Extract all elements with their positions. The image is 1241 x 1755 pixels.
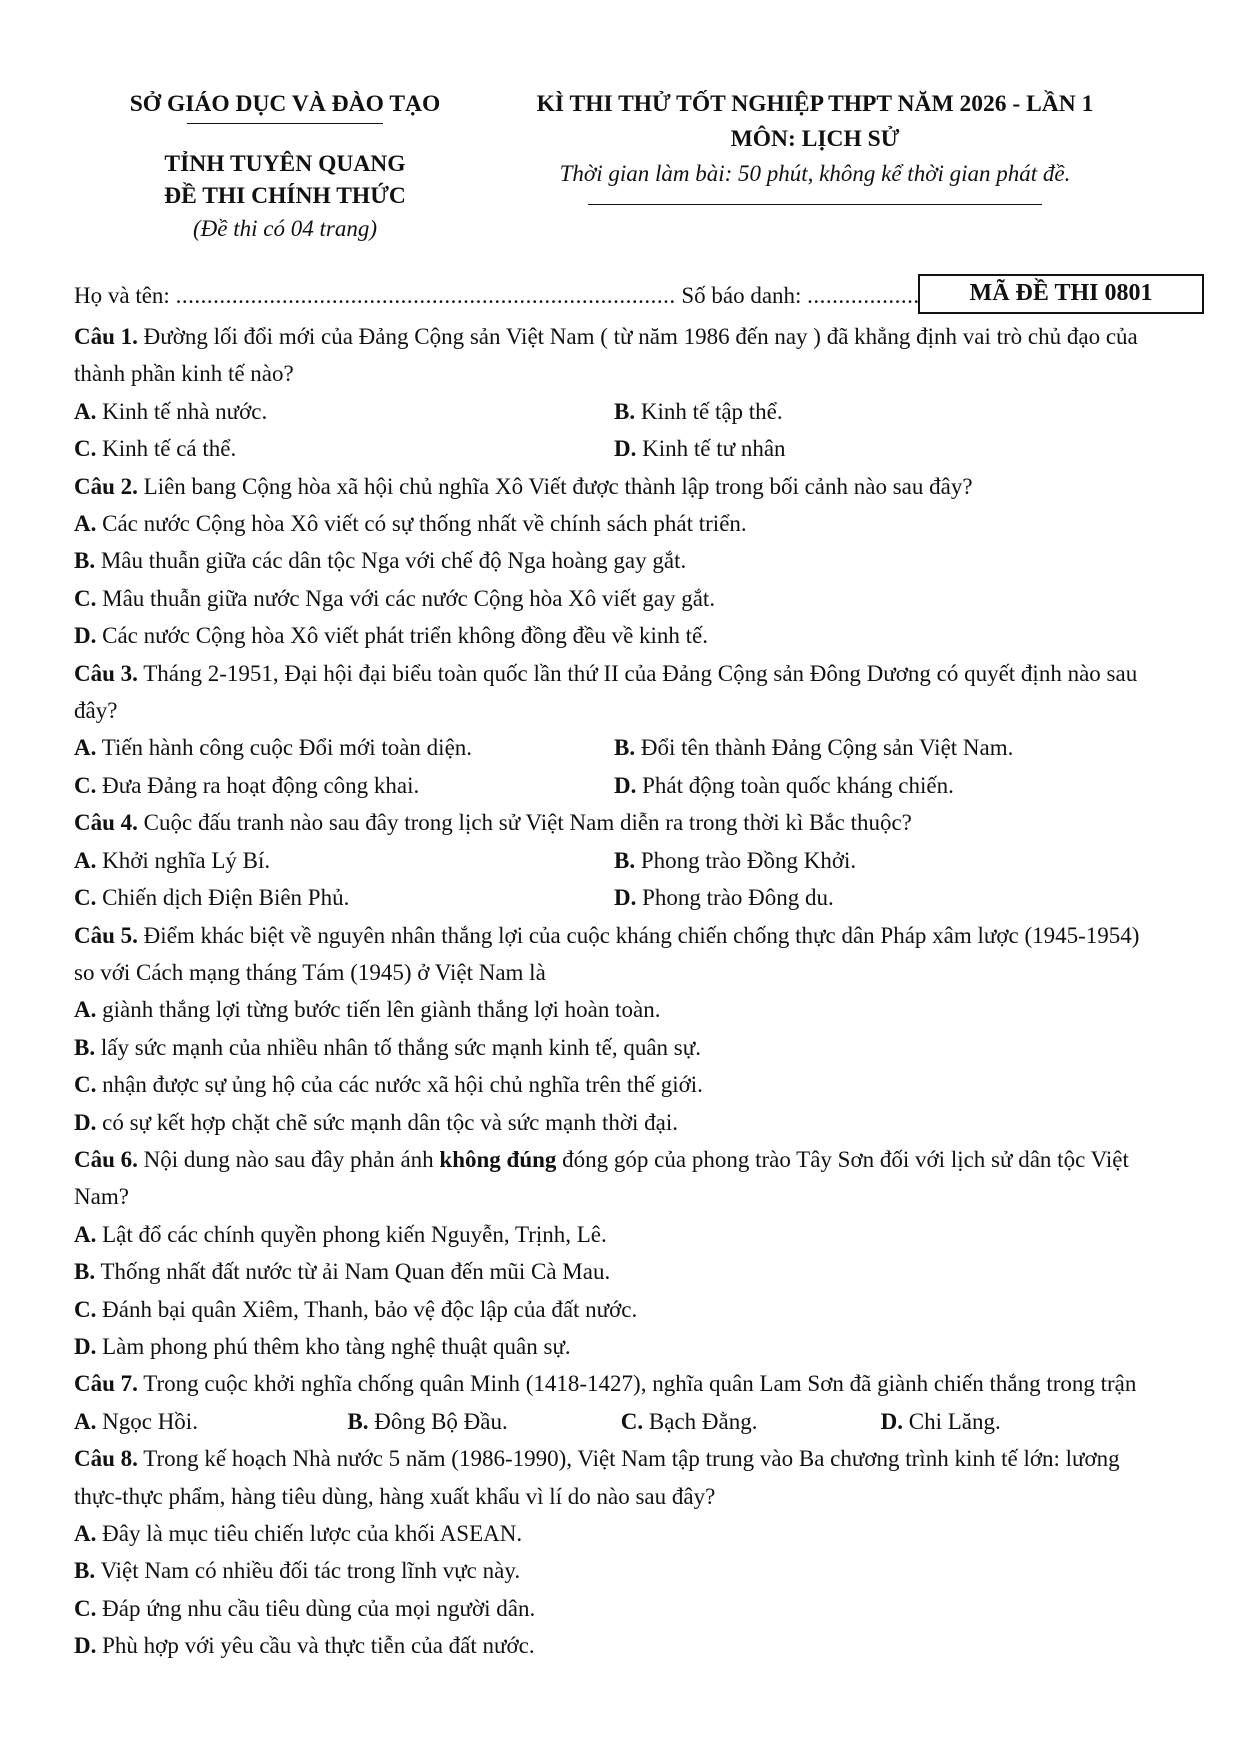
- id-field[interactable]: ..................: [807, 282, 920, 308]
- question-number: Câu 1.: [74, 324, 138, 349]
- option-letter: B.: [614, 398, 636, 424]
- option-a[interactable]: [74, 1216, 1154, 1253]
- option-text: Kinh tế nhà nước.: [102, 398, 268, 424]
- header-right: [505, 88, 1125, 205]
- option-text: Bạch Đằng.: [648, 1408, 758, 1434]
- option-letter: D.: [880, 1408, 903, 1434]
- header-left: [100, 88, 470, 244]
- option-c[interactable]: [74, 580, 1154, 617]
- question-stem: [74, 318, 1154, 393]
- question-text: Nội dung nào sau đây phản ánh: [143, 1146, 440, 1172]
- option-c[interactable]: [74, 879, 614, 916]
- option-letter: D.: [614, 436, 637, 462]
- question-text: Đường lối đổi mới của Đảng Cộng sản Việt Nam ( từ năm 1986 đến nay ) đã khẳng định vai trò chủ đạo của thành phần kinh tế nào?: [74, 324, 1138, 387]
- option-a[interactable]: [74, 729, 614, 766]
- option-b[interactable]: [74, 1029, 1154, 1066]
- option-text: Mâu thuẫn giữa nước Nga với các nước Cộng hòa Xô viết gay gắt.: [102, 585, 716, 611]
- option-letter: A.: [74, 398, 97, 424]
- option-d[interactable]: [74, 1627, 1154, 1664]
- option-text: lấy sức mạnh của nhiều nhân tố thắng sức mạnh kinh tế, quân sự.: [100, 1034, 701, 1060]
- option-letter: A.: [74, 997, 97, 1023]
- option-b[interactable]: [614, 393, 1154, 430]
- question-text: Liên bang Cộng hòa xã hội chủ nghĩa Xô Viết được thành lập trong bối cảnh nào sau đây?: [143, 473, 973, 499]
- option-text: Mâu thuẫn giữa các dân tộc Nga với chế độ Nga hoàng gay gắt.: [100, 548, 687, 574]
- option-text: Chiến dịch Điện Biên Phủ.: [102, 885, 350, 911]
- question-text: Trong kế hoạch Nhà nước 5 năm (1986-1990), Việt Nam tập trung vào Ba chương trình kinh tế lớn: lương thực-thực phẩm, hàng tiêu dùng, hàng xuất khẩu vì lí do nào sau đây?: [74, 1446, 1120, 1509]
- question-1: [74, 318, 1154, 468]
- header-left-divider: [187, 123, 383, 124]
- option-text: Lật đổ các chính quyền phong kiến Nguyễn, Trịnh, Lê.: [102, 1221, 607, 1247]
- question-stem: [74, 1365, 1154, 1402]
- option-text: giành thắng lợi từng bước tiến lên giành thắng lợi hoàn toàn.: [102, 997, 661, 1023]
- option-b[interactable]: [74, 1253, 1154, 1290]
- question-7: [74, 1365, 1154, 1440]
- question-number: Câu 2.: [74, 473, 138, 499]
- question-stem: [74, 1440, 1154, 1515]
- option-a[interactable]: [74, 991, 1154, 1028]
- option-letter: A.: [74, 1408, 97, 1434]
- question-4: [74, 804, 1154, 916]
- option-text: Kinh tế tư nhân: [642, 436, 786, 462]
- question-emphasis: không đúng: [439, 1146, 557, 1172]
- option-letter: C.: [620, 1408, 644, 1434]
- option-row: [74, 991, 1154, 1028]
- question-stem: [74, 655, 1154, 730]
- option-a[interactable]: [74, 393, 614, 430]
- question-stem: [74, 804, 1154, 841]
- question-text-continued: đóng góp của phong trào Tây Sơn đối với lịch sử dân tộc Việt Nam?: [74, 1146, 1129, 1210]
- option-letter: B.: [347, 1408, 369, 1434]
- question-text: Tháng 2-1951, Đại hội đại biểu toàn quốc lần thứ II của Đảng Cộng sản Đông Dương có quyết định nào sau đây?: [74, 660, 1138, 724]
- exam-code-box: MÃ ĐỀ THI 0801: [918, 274, 1204, 314]
- option-letter: D.: [74, 623, 97, 649]
- exam-type: ĐỀ THI CHÍNH THỨC: [164, 183, 406, 209]
- option-letter: A.: [74, 1221, 97, 1247]
- option-row: [74, 393, 1154, 430]
- option-d[interactable]: [881, 1403, 1154, 1440]
- option-text: Ngọc Hồi.: [102, 1408, 198, 1434]
- option-letter: D.: [74, 1633, 97, 1659]
- option-letter: C.: [74, 436, 97, 462]
- option-c[interactable]: [74, 1291, 1154, 1328]
- option-text: Kinh tế cá thể.: [102, 436, 237, 462]
- option-text: Đáp ứng nhu cầu tiêu dùng của mọi người dân.: [102, 1595, 536, 1621]
- option-text: Phong trào Đồng Khởi.: [640, 847, 857, 873]
- option-letter: C.: [74, 1072, 97, 1098]
- option-a[interactable]: [74, 1515, 1154, 1552]
- option-letter: A.: [74, 847, 97, 873]
- option-row: [74, 1104, 1154, 1141]
- option-letter: A.: [74, 511, 97, 537]
- question-number: Câu 4.: [74, 810, 138, 836]
- option-text: Tiến hành công cuộc Đổi mới toàn diện.: [101, 735, 473, 761]
- option-letter: B.: [614, 735, 636, 761]
- option-c[interactable]: [74, 1066, 1154, 1103]
- question-number: Câu 7.: [74, 1371, 138, 1397]
- subject-title: MÔN: LỊCH SỬ: [730, 126, 900, 152]
- option-d[interactable]: [74, 617, 1154, 654]
- option-row: [74, 842, 1154, 879]
- option-text: Đây là mục tiêu chiến lược của khối ASEAN.: [102, 1521, 523, 1546]
- option-row: [74, 1403, 1154, 1440]
- option-row: [74, 1590, 1154, 1627]
- candidate-info-line: [74, 276, 1153, 322]
- question-number: Câu 5.: [74, 922, 138, 948]
- department-name: SỞ GIÁO DỤC VÀ ĐÀO TẠO: [129, 91, 441, 117]
- option-text: có sự kết hợp chặt chẽ sức mạnh dân tộc và sức mạnh thời đại.: [102, 1109, 678, 1135]
- option-text: Đánh bại quân Xiêm, Thanh, bảo vệ độc lập của đất nước.: [102, 1296, 638, 1322]
- option-a[interactable]: [74, 842, 614, 879]
- option-c[interactable]: [74, 767, 614, 804]
- option-a[interactable]: [74, 1403, 347, 1440]
- option-text: nhận được sự ủng hộ của các nước xã hội chủ nghĩa trên thế giới.: [102, 1072, 703, 1098]
- option-letter: D.: [74, 1333, 97, 1359]
- page-count-note: (Đề thi có 04 trang): [193, 216, 377, 241]
- option-letter: A.: [74, 1521, 97, 1546]
- option-c[interactable]: [74, 1590, 1154, 1627]
- option-row: [74, 1029, 1154, 1066]
- option-row: [74, 1515, 1154, 1552]
- option-text: Đổi tên thành Đảng Cộng sản Việt Nam.: [640, 735, 1014, 761]
- question-text: Cuộc đấu tranh nào sau đây trong lịch sử Việt Nam diễn ra trong thời kì Bắc thuộc?: [143, 810, 912, 836]
- question-8: [74, 1440, 1154, 1664]
- question-2: [74, 468, 1154, 655]
- option-d[interactable]: [614, 430, 1154, 467]
- exam-title: KÌ THI THỬ TỐT NGHIỆP THPT NĂM 2026 - LẦN 1: [536, 91, 1094, 117]
- option-d[interactable]: [74, 1104, 1154, 1141]
- name-field[interactable]: ................................................................................: [175, 282, 676, 308]
- option-row: [74, 1216, 1154, 1253]
- option-letter: C.: [74, 585, 97, 611]
- option-text: Làm phong phú thêm kho tàng nghệ thuật quân sự.: [102, 1333, 571, 1359]
- option-text: Đưa Đảng ra hoạt động công khai.: [102, 772, 420, 798]
- question-number: Câu 8.: [74, 1446, 138, 1472]
- option-row: [74, 1066, 1154, 1103]
- option-text: Các nước Cộng hòa Xô viết phát triển không đồng đều về kinh tế.: [102, 623, 709, 649]
- option-row: [74, 617, 1154, 654]
- option-row: [74, 580, 1154, 617]
- option-b[interactable]: [614, 729, 1154, 766]
- option-text: Phong trào Đông du.: [642, 885, 834, 911]
- option-row: [74, 1552, 1154, 1589]
- option-c[interactable]: [621, 1403, 881, 1440]
- question-5: [74, 917, 1154, 1141]
- option-letter: B.: [74, 1558, 96, 1584]
- option-b[interactable]: [347, 1403, 620, 1440]
- question-3: [74, 655, 1154, 805]
- option-text: Chi Lăng.: [908, 1408, 1001, 1434]
- option-text: Phù hợp với yêu cầu và thực tiễn của đất nước.: [102, 1633, 535, 1659]
- question-stem: [74, 1141, 1154, 1216]
- option-d[interactable]: [614, 879, 1154, 916]
- option-letter: C.: [74, 885, 97, 911]
- question-list: [74, 318, 1154, 1665]
- question-6: [74, 1141, 1154, 1365]
- header-right-divider: [588, 204, 1042, 205]
- option-row: [74, 729, 1154, 766]
- option-row: [74, 505, 1154, 542]
- option-letter: B.: [74, 548, 96, 574]
- option-row: [74, 1328, 1154, 1365]
- option-letter: A.: [74, 735, 97, 761]
- option-row: [74, 1291, 1154, 1328]
- option-letter: D.: [614, 772, 637, 798]
- question-stem: [74, 917, 1154, 992]
- option-b[interactable]: [614, 842, 1154, 879]
- option-a[interactable]: [74, 505, 1154, 542]
- option-row: [74, 767, 1154, 804]
- option-letter: C.: [74, 1296, 97, 1322]
- option-row: [74, 542, 1154, 579]
- id-label: Số báo danh:: [681, 282, 802, 308]
- name-label: Họ và tên:: [74, 282, 170, 308]
- question-stem: [74, 468, 1154, 505]
- option-letter: D.: [74, 1109, 97, 1135]
- option-letter: B.: [74, 1034, 96, 1060]
- question-number: Câu 3.: [74, 660, 138, 686]
- option-d[interactable]: [614, 767, 1154, 804]
- option-d[interactable]: [74, 1328, 1154, 1365]
- option-letter: B.: [74, 1259, 96, 1285]
- option-letter: C.: [74, 1595, 97, 1621]
- province-name: TỈNH TUYÊN QUANG: [164, 151, 406, 177]
- question-number: Câu 6.: [74, 1146, 138, 1172]
- question-text: Trong cuộc khởi nghĩa chống quân Minh (1418-1427), nghĩa quân Lam Sơn đã giành chiến thắng trong trận: [143, 1371, 1137, 1397]
- question-text: Điểm khác biệt về nguyên nhân thắng lợi của cuộc kháng chiến chống thực dân Pháp xâm lược (1945-1954) so với Cách mạng tháng Tám (1945) ở Việt Nam là: [74, 922, 1140, 985]
- option-row: [74, 1627, 1154, 1664]
- option-letter: C.: [74, 772, 97, 798]
- option-text: Kinh tế tập thể.: [640, 398, 783, 424]
- option-text: Khởi nghĩa Lý Bí.: [102, 847, 271, 873]
- time-note: Thời gian làm bài: 50 phút, không kể thời gian phát đề.: [559, 161, 1071, 186]
- option-row: [74, 430, 1154, 467]
- option-row: [74, 879, 1154, 916]
- option-b[interactable]: [74, 542, 1154, 579]
- option-row: [74, 1253, 1154, 1290]
- option-c[interactable]: [74, 430, 614, 467]
- option-text: Thống nhất đất nước từ ải Nam Quan đến mũi Cà Mau.: [100, 1259, 611, 1285]
- option-text: Các nước Cộng hòa Xô viết có sự thống nhất về chính sách phát triển.: [102, 511, 747, 537]
- option-text: Phát động toàn quốc kháng chiến.: [642, 772, 954, 798]
- option-text: Đông Bộ Đầu.: [374, 1408, 508, 1434]
- option-text: Việt Nam có nhiều đối tác trong lĩnh vực này.: [100, 1558, 521, 1584]
- option-letter: D.: [614, 885, 637, 911]
- option-letter: B.: [614, 847, 636, 873]
- option-b[interactable]: [74, 1552, 1154, 1589]
